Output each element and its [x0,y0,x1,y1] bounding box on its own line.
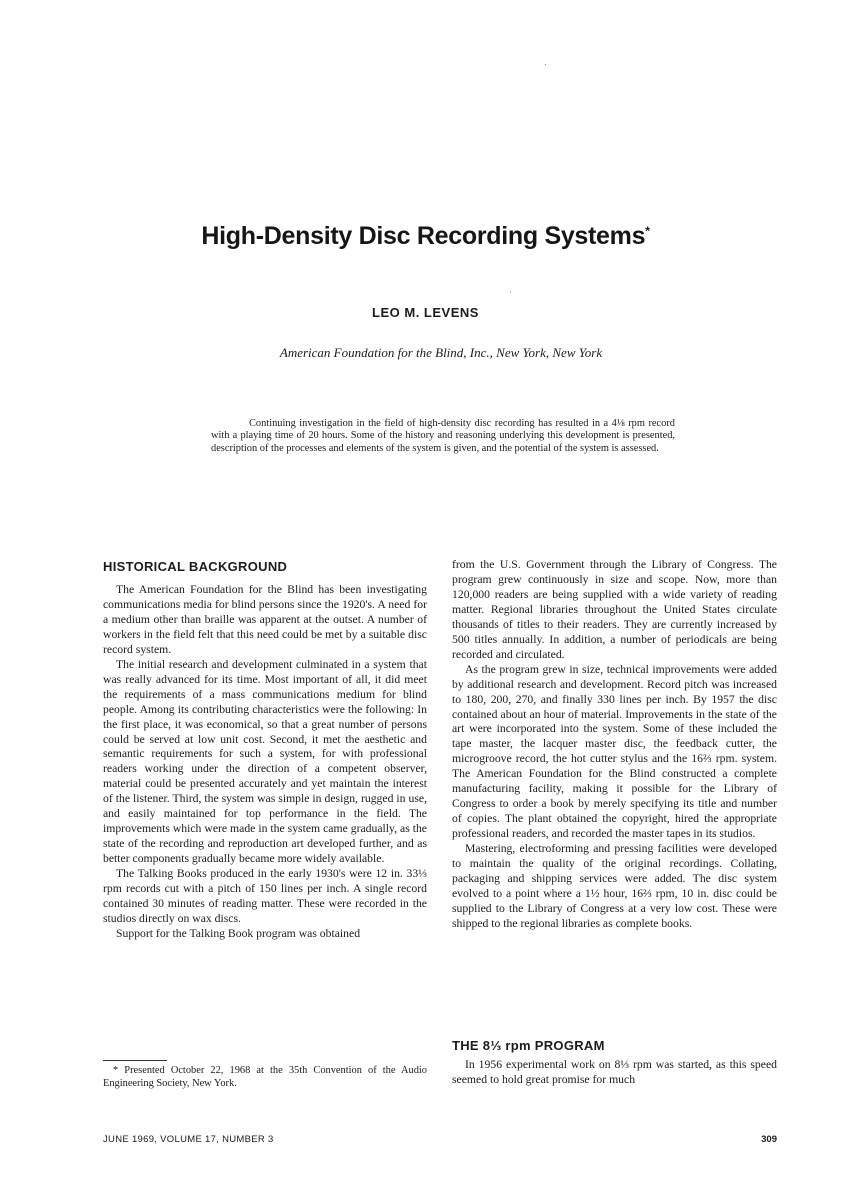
abstract: Continuing investigation in the field of high-density disc recording has resulted in a 4⅛ rpm record with a playing time of 20 hours. Some of the history and reasoning underlying this development is presented, description of the processes and elements of the system is given, and the potential of the system is assessed. [211,418,675,454]
paragraph: from the U.S. Government through the Library of Congress. The program grew continuously in size and scope. Now, more than 120,000 readers are being supplied with a wide variety of reading matter. Regional libraries throughout the United States circulate thousands of titles to their readers. They are currently increased by 500 titles annually. In addition, a number of periodicals are being recorded and circulated. [452,558,777,661]
paper-title [0,222,851,251]
journal-issue: JUNE 1969, VOLUME 17, NUMBER 3 [103,1134,274,1145]
paragraph: In 1956 experimental work on 8⅓ rpm was started, as this speed seemed to hold great promise for much [452,1058,777,1086]
paragraph: As the program grew in size, technical improvements were added by additional research and development. Record pitch was increased to 180, 200, 270, and finally 330 lines per inch. By 1957 the disc contained about an hour of material. Improvements in the state of the art were incorporated into the system. Some of these included the tape master, the lacquer master disc, the feedback cutter, the microgroove record, the hot cutter stylus and the 16⅔ rpm. system. The American Foundation for the Blind constructed a complete manufacturing facility, making it possible for the Library of Congress to order a book by merely specifying its title and number of copies. The plant obtained the copyright, hired the appropriate professional readers, and recorded the master tapes in its studios. [452,662,777,841]
scan-speck [545,64,546,65]
author-name: LEO M. LEVENS [372,305,479,320]
footnote-rule [103,1060,167,1061]
left-column [103,583,427,942]
paragraph: The initial research and development culminated in a system that was really advanced for its time. Most important of all, it did meet the requirements of a mass communications medium for blind people. Among its contributing characteristics were the following: In the first place, it was economical, so that a great number of persons could be served at low unit cost. Second, it met the aesthetic and semantic requirements for such a system, for with professional readers working under the direction of a competent observer, material could be presented accurately and yet maintain the interest of the listener. Third, the system was simple in design, rugged in use, and easily maintained for top performance in the field. The improvements which were made in the system came gradually, as the state of the recording and reproduction art developed further, and as better components gradually became more widely available. [103,657,427,866]
paragraph: The American Foundation for the Blind has been investigating communications media for blind persons since the 1920's. A need for a medium other than braille was apparent at the outset. A number of workers in the field felt that this need could be met by a suitable disc record system. [103,583,427,656]
paragraph: Support for the Talking Book program was obtained [116,926,361,940]
page-number: 309 [761,1134,777,1145]
right-column [452,558,777,932]
title-footnote-mark: * [645,224,650,238]
footnote: * Presented October 22, 1968 at the 35th Convention of the Audio Engineering Society, New York. [103,1065,427,1089]
right-column-continued [452,1058,777,1088]
paragraph: The Talking Books produced in the early 1930's were 12 in. 33⅓ rpm records cut with a pitch of 150 lines per inch. A single record contained 30 minutes of reading matter. These were recorded in the studios directly on wax discs. [103,867,427,925]
scan-speck [510,291,511,292]
section-heading-historical-background: HISTORICAL BACKGROUND [103,559,288,574]
section-heading-8rpm-program: THE 8⅓ rpm PROGRAM [452,1038,605,1053]
paper-title-text: High-Density Disc Recording Systems [201,222,646,250]
author-affiliation: American Foundation for the Blind, Inc., New York, New York [279,345,603,360]
paragraph: Mastering, electroforming and pressing facilities were developed to maintain the quality of the original recordings. Collating, packaging and shipping services were added. The disc system evolved to a point where a 1½ hour, 16⅔ rpm, 10 in. disc could be supplied to the Library of Congress at a very low cost. These were shipped to the regional libraries as complete books. [452,842,777,930]
